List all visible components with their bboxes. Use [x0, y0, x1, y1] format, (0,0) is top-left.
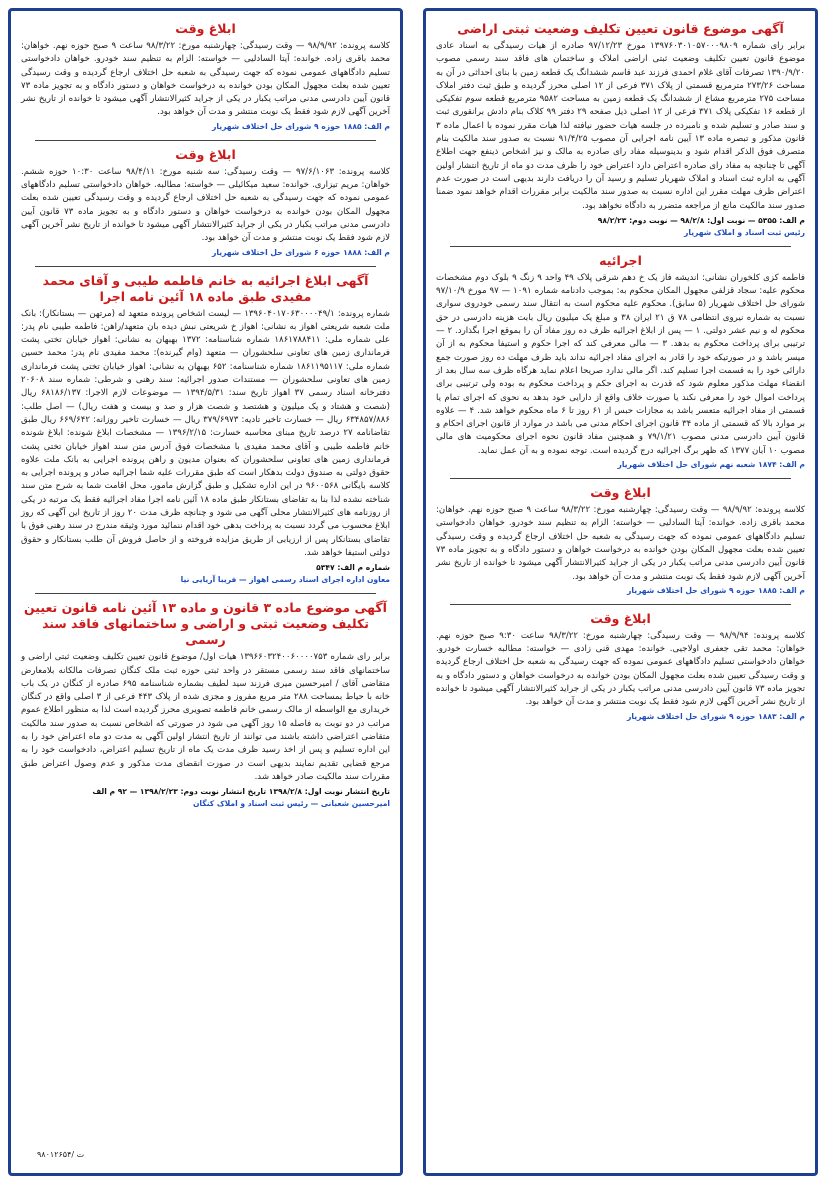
divider — [35, 593, 376, 594]
notice-meta: م الف: ۵۳۵۵ — نوبت اول: ۹۸/۲/۸ — نوبت دوم: ۹۸/۲/۲۳ — [597, 215, 805, 225]
notice-body: کلاسه پرونده: ۹۸/۹/۹۲ — وقت رسیدگی: چهارشنبه مورخ: ۹۸/۳/۲۲ ساعت ۹ صبح حوزه نهم. خواهان: محمد باقری زاده. خوانده: آیتا السادلیی — خواسته: الزام به تنظیم سند خودرو. خواهان دادخواستی تسلیم دادگاههای عمومی نموده که جهت رسیدگی به شعبه حل اختلاف ارجاع گردیده و وقت رسیدگی تعیین شده بعلت مجهول المکان بودن خوانده به درخواست خواهان و دستور دادگاه و به تجویز ماده ۷۳ قانون آیین دادرسی مدنی مراتب یکبار در یکی از جراید کثیرالانتشار آگهی میشود تا خوانده از تاریخ نشر آخرین آگهی لازم شود فقط یک نوبت منتشر و مدت آن خواهد بود. — [436, 505, 805, 582]
notice-hearing-3 — [21, 21, 390, 132]
notice-title: اجرائیه — [599, 252, 642, 268]
notice-body: کلاسه پرونده: ۹۸/۹/۹۲ — وقت رسیدگی: چهارشنبه مورخ: ۹۸/۳/۲۲ ساعت ۹ صبح حوزه نهم. خواهان: محمد باقری زاده. خوانده: آیتا السادلیی — خواسته: الزام به تنظیم سند خودرو. خواهان دادخواستی تسلیم دادگاههای عمومی نموده که جهت رسیدگی به شعبه حل اختلاف ارجاع گردیده و وقت رسیدگی تعیین شده بعلت مجهول المکان بودن خوانده به درخواست خواهان و دستور دادگاه و به تجویز ماده ۷۳ قانون آیین دادرسی مدنی مراتب یکبار در یکی از جراید کثیرالانتشار آگهی میشود تا خوانده از تاریخ نشر آخرین آگهی لازم شود فقط یک نوبت منتشر و مدت آن خواهد بود. — [21, 41, 390, 118]
notice-title: آگهی ابلاغ اجرائیه به خانم فاطمه طیبی و آقای محمد مفیدی طبق ماده ۱۸ آئین نامه اجرا — [42, 272, 369, 304]
right-column — [423, 8, 818, 1176]
notice-land-title-2 — [21, 600, 390, 809]
notice-body: کلاسه پرونده: ۹۷/۶/۱۰۶۳ — وقت رسیدگی: سه شنبه مورخ: ۹۸/۴/۱۱ ساعت ۱۰:۳۰ حوزه ششم. خواهان: مریم تیزاری. خوانده: سعید میکائیلی — خواسته: مطالبه. خواهان دادخواستی تسلیم دادگاههای عمومی نموده که جهت رسیدگی به شعبه حل اختلاف ارجاع گردیده و وقت رسیدگی تعیین شده بعلت مجهول المکان بودن خوانده به درخواست خواهان و دستور دادگاه و به تجویز ماده ۷۳ قانون آیین دادرسی مدنی مراتب یکبار در یکی از جراید کثیرالانتشار آگهی میشود تا خوانده از تاریخ نشر آخرین آگهی لازم شود فقط یک نوبت منتشر و مدت آن خواهد بود. — [21, 166, 390, 244]
notice-title: آگهی موضوع قانون تعیین تکلیف وضعیت ثبتی اراضی — [457, 21, 784, 36]
notice-hearing-4 — [21, 147, 390, 258]
divider — [35, 266, 376, 267]
notice-signature: معاون اداره اجرای اسناد رسمی اهواز — فریبا آریایی نیا — [180, 575, 390, 585]
notice-signature: م الف: ۱۸۸۵ حوزه ۹ شورای حل اختلاف شهریار — [627, 585, 805, 595]
notice-execution — [436, 253, 805, 470]
notice-body: برابر رای شماره ۱۳۹۶۶۰۳۲۴۰۰۶۰۰۰۰۷۵۳ هیات اول/ موضوع قانون تعیین تکلیف وضعیت ثبتی اراضی و ساختمانهای فاقد سند رسمی مستقر در واحد ثبتی حوزه ثبت ملک کنگان تصرفات مالکانه بلامعارض متقاضی آقای / امیرحسین میری فرزند سید لطیف بشماره شناسنامه ۶۹۵ صادره از کنگان در یک باب خانه با حیاط بمساحت ۲۸۸ متر مربع مفروز و مجزی شده از پلاک ۴۴۳ فرعی از ۳ اصلی واقع در کنگان خریداری مع الواسطه از مالک رسمی خانم فاطمه تصویری محرز گردیده است لذا به منظور اطلاع عموم مراتب در دو نوبت به فاصله ۱۵ روز آگهی می شود در صورتی که اشخاص نسبت به صدور سند مالکیت متقاضی اعتراضی داشته باشند می توانند از تاریخ انتشار اولین آگهی به مدت دو ماه اعتراض خود را به این اداره تسلیم و پس از اخذ رسید ظرف مدت یک ماه از تاریخ تسلیم اعتراض، دادخواست خود را به مرجع قضایی تقدیم نمایند بدیهی است در صورت انقضای مدت مذکور و عدم وصول اعتراض طبق مقررات سند مالکیت صادر خواهد شد. — [21, 652, 391, 782]
divider — [450, 246, 791, 247]
left-column — [8, 8, 403, 1176]
divider — [450, 604, 791, 605]
notice-meta: شماره م الف: ۵۳۴۷ — [316, 563, 390, 573]
notice-signature: م الف: ۱۸۸۵ حوزه ۹ شورای حل اختلاف شهریار — [212, 121, 390, 131]
notice-meta: تاریخ انتشار نوبت اول: ۱۳۹۸/۲/۸ تاریخ انتشار نوبت دوم: ۱۳۹۸/۲/۲۳ — ۹۲ م الف — [92, 787, 390, 797]
notice-body: فاطمه کزی کلخوران نشانی: اندیشه فاز یک خ دهم شرقی پلاک ۴۹ واحد ۹ زنگ ۹ بلوک دوم مشخصات محکوم علیه: سجاد قزلفی مجهول المکان محکوم به: بموجب دادنامه شماره ۱۰۹۱ — ۹۷ مورخ ۹۷/۱۰/۹ شورای حل اختلاف شهریار (۵ سابق). محکوم علیه محکوم است به انتقال سند رسمی خودروی سواری نسبت به شماره نیروی انتظامی ۷۸ ق ۲۱ ایران ۳۸ و مبلغ یک میلیون ریال بابت هزینه دادرسی در حق محکوم له و نیم عشر دولتی. ۱ — پس از ابلاغ اجرائیه ظرف ده روز مفاد آن را بموقع اجرا بگذارد. ۲ — ترتیبی برای پرداخت محکوم به بدهد. ۳ — مالی معرفی کند که اجرا حکوم و استیفا محکوم به از آن میسر باشد و در صورتیکه خود را قادر به اجرای مفاد اجرائیه نداند باید ظرف مهلت ده روز صورت جمع دارائی خود را به قسمت اجرا تسلیم کند. اگر مالی ندارد صریحا اعلام نماید هرگاه ظرف سه سال بعد از انقضاء مهلت مذکور معلوم شود که قدرت به اجرای حکم و پرداخت محکوم به بوده ولی ترتیبی برای پرداخت اموال خود را معرفی نکند یا صورت خلاف واقع از دارایی خود بدهد به نحوی که اجرای تمام یا قسمتی از مفاد اجرائیه متعسر باشد به مجازات حبس از ۶۱ روز تا ۶ ماه محکوم خواهد شد. ۴ — علاوه بر موارد بالا که قسمتی از ماده ۳۴ قانون اجرای احکام مدنی می باشد در موارد از قانون اجرای احکام و قانون آیین دادرسی مدنی مصوب ۷۹/۱/۲۱ و همچنین مفاد قانون نحوه اجرای محکومیت های مالی مصوب ۱۰ آبان ۱۳۷۷ که ظهر برگ اجرائیه درج گردیده است. توجه نموده و به آن عمل نماید. — [436, 272, 806, 456]
notice-title: ابلاغ وقت — [175, 21, 236, 36]
notice-title: ابلاغ وقت — [590, 485, 651, 501]
page-code: ۹۸۰۱۲۶۵۴/ ت — [37, 1150, 85, 1159]
divider — [450, 478, 791, 479]
notice-signature: رئیس ثبت اسناد و املاک شهریار — [683, 227, 805, 237]
notice-title: آگهی موضوع ماده ۳ قانون و ماده ۱۳ آئین نامه قانون تعیین تکلیف وضعیت ثبتی و اراضی و ساختمانهای فاقد سند رسمی — [24, 600, 387, 648]
notice-signature: م الف: ۱۸۸۸ حوزه ۶ شورای حل اختلاف شهریار — [212, 247, 390, 257]
notice-hearing-2 — [436, 611, 805, 722]
notice-hearing-1 — [436, 485, 805, 596]
notice-body: کلاسه پرونده: ۹۸/۹/۹۴ — وقت رسیدگی: چهارشنبه مورخ: ۹۸/۳/۲۲ ساعت ۹:۳۰ صبح حوزه نهم. خواهان: محمد تقی جعفری اولاجیی. خوانده: مهدی قنی زادی — خواسته: مطالبه خسارت خودرو. خواهان دادخواستی تسلیم دادگاههای عمومی نموده که جهت رسیدگی به شعبه حل اختلاف ارجاع گردیده و وقت رسیدگی تعیین شده بعلت مجهول المکان بودن خوانده به درخواست خواهان و دستور دادگاه و به تجویز ماده ۷۳ قانون آیین دادرسی مدنی مراتب یکبار در یکی از جراید کثیرالانتشار آگهی میشود تا خوانده از تاریخ نشر آخرین آگهی لازم شود فقط یک نوبت منتشر و مدت آن خواهد بود. — [436, 630, 805, 708]
notice-execution-announcement — [21, 273, 390, 586]
notice-signature: م الف: ۱۸۸۳ حوزه ۹ شورای حل اختلاف شهریار — [627, 711, 805, 721]
notice-title: ابلاغ وقت — [175, 146, 236, 162]
notice-signature: م الف: ۱۸۷۴ شعبه نهم شورای حل اختلاف شهریار — [617, 460, 805, 470]
notice-title: ابلاغ وقت — [590, 610, 651, 626]
divider — [35, 140, 376, 141]
notice-body: برابر رای شماره ۱۳۹۷۶۰۳۰۱۰۵۷۰۰۰۹۸۰۹ مورخ ۹۷/۱۲/۲۳ صادره از هیات رسیدگی به اسناد عادی موضوع قانون تعیین تکلیف وضعیت ثبتی اراضی املاک و ساختمان های فاقد سند رسمی مصوب ۱۳۹۰/۹/۲۰ تصرفات آقای غلام احمدی فرزند عبد قاسم ششدانگ یک قطعه زمین با بنای احداثی در آن به مساحت ۲۷۳/۲۶ مترمربع قسمتی از پلاک ۳۷۱ فرعی از ۱۲ اصلی محرز گردیده و طبق ثبت دفتر املاک مساحت ۲۷۵ مترمربع مشاع از ششدانگ یک قطعه زمین به مساحت ۹۵۸۲ مترمربع قطعه سوم تفکیکی از قطعه ۱۶ تفکیکی پلاک ۳۷۱ فرعی از ۱۲ اصلی ذیل صفحه ۲۹ دفتر ۹۹ کلاک بنام دادش برانقوری ثبت و سند صادر و تسلیم شده و نامبرده در جلسه هیات حضور نیافته لذا هیات مقرر نموده با اعمال ماده ۳ قانون مذکور و تبصره ماده ۱۳ آیین نامه اجرایی آن مصوب ۹۱/۴/۲۵ نسبت به صدور سند مالکیت بنام متصرف فوق الذکر اقدام شود و بدینوسیله مفاد رای صادره به مالک و نیز اشخاص ذینفع جهت اطلاع آگهی تا چنانچه به مفاد رای صادره اعتراض دارد اعتراض خود را ظرف مدت دو ماه از تاریخ انتشار اولین آگهی به اداره ثبت اسناد و املاک شهریار تسلیم و رسید آن را دریافت دارند بدیهی است در صورت عدم اعتراض ظرف مهلت مقرر این اداره نسبت به صدور سند مالکیت برابر مقررات اقدام خواهد نمود ضمنا صدور سند مالکیت مانع از مراجعه متضرر به دادگاه نخواهد بود. — [436, 41, 805, 211]
notice-body: شماره پرونده: ۱۳۹۶۰۴۰۱۷۰۶۳۰۰۰۰۴۹/۱ — لیست اشخاص پرونده متعهد له (مرتهن — بستانکار): بانک ملت شعبه شریعتی اهواز به نشانی: اهواز خ شریعتی نبش دیده بان متعهد/راهن: فاطمه طیبی نام پدر: علی شماره ملی: ۱۸۶۱۷۸۸۴۱۱ شماره شناسنامه: ۱۳۷۲ بهبهان به نشانی: اهواز خیابان تختی پشت فرمانداری زمین های تعاونی سلحشوران — متعهد (وام گیرنده): محمد مفیدی نام پدر: محمد حسین شماره ملی: ۱۸۶۱۱۹۵۱۱۷ شماره شناسنامه: ۶۵۲ بهبهان به نشانی: اهواز خیابان تختی پشت فرمانداری زمین های تعاونی سلحشوران — مستندات صدور اجرائیه: سند رهنی و شرطی: شماره سند ۲۰۶۰۸ دفترخانه اسناد رسمی ۳۷ اهواز تاریخ سند: ۱۳۹۴/۵/۳۱ — موضوعات لازم الاجرا: ۶۸۱۸۶/۱۳۷ ریال (شصت و هشتاد و یک میلیون و هشتصد و شصت هزار و صد و بیست و هفت ریال) — اصل طلب: ۶۳۴۸۵۷/۸۸۶ ریال — خسارت تاخیر تادیه: ۳۷۹/۶۹۷۳ ریال — خسارت تاخیر روزانه: ۶۶۹/۶۴۲ ریال طبق تقاضانامه ۲۷ درصد تاریخ مبنای محاسبه خسارت: ۱۳۹۶/۲/۱۵ — مشخصات ابلاغ شونده: ابلاغ شونده خانم فاطمه طیبی و آقای محمد مفیدی با مشخصات فوق آدرس متن سند اهواز خیابان تختی پشت فرمانداری زمین های تعاونی سلحشوران که بعنوان مدیون و راهن پرونده اجرایی به بانک ملت علاوه حقوق دولتی به صندوق دولت بدهکار است که طبق مقررات علیه شما اجرائیه صادر و پرونده اجرایی به کلاسه بایگانی ۹۶۰۰۵۶۸ در این اداره تشکیل و طبق گزارش مامور، محل اقامت شما به شرح متن سند شناخته نشده لذا بنا به تقاضای بستانکار طبق ماده ۱۸ آئین نامه اجرا مفاد اجرائیه فقط یک مرتبه در یکی از روزنامه های کثیرالانتشار محلی آگهی می شود و چنانچه ظرف مدت ۲۰ روز از تاریخ این آگهی که روز ابلاغ محسوب می گردد نسبت به پرداخت بدهی خود اقدام ننمائید مورد وثیقه مندرج در سند رهنی فوق با تقاضای بستانکار پس از ارزیابی از طریق مزایده فروخته و از حاصل فروش آن طلب بستانکار و حقوق دولتی استیفا خواهد شد. — [21, 308, 390, 558]
notice-land-title — [436, 21, 805, 238]
notice-signature: امیرحسین شعبانی — رئیس ثبت اسناد و املاک کنگان — [192, 799, 390, 809]
